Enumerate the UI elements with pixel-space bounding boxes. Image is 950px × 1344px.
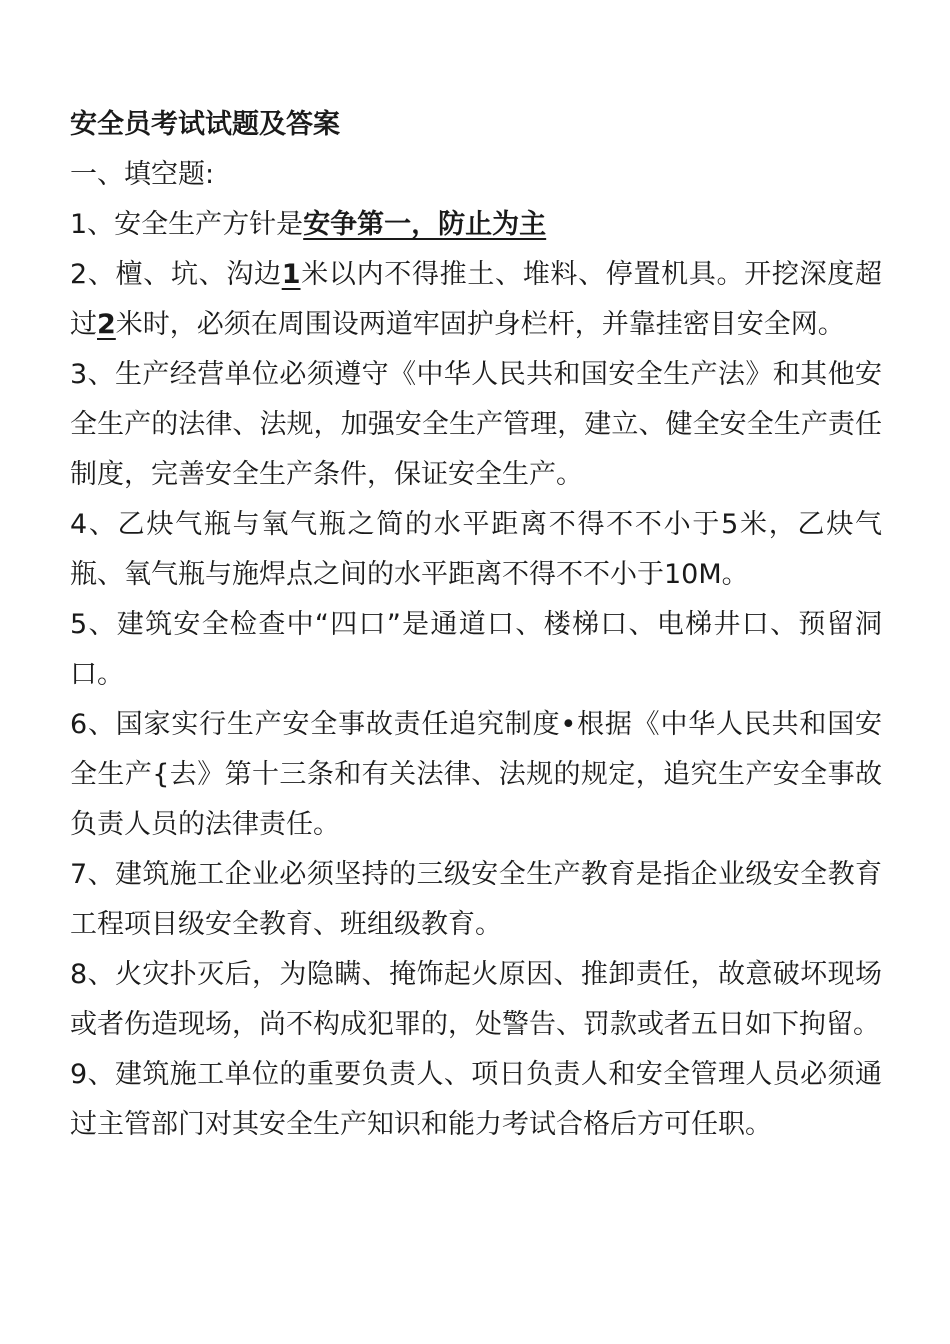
question-8: 8、火灾扑灭后，为隐瞒、掩饰起火原因、推卸责任，故意破坏现场或者伤造现场，尚不构成犯罪的，处警告、罚款或者五日如下拘留。 (70, 959, 882, 1040)
question-2-text-b: 米以内不得推土、堆料、停置机具。开挖深度超过 (70, 259, 882, 340)
question-2-answer-2: 2 (97, 309, 116, 340)
question-2 (70, 250, 882, 350)
question-9: 9、建筑施工单位的重要负责人、项日负责人和安全管理人员必须通过主管部门对其安全生产知识和能力考试合格后方可任职。 (70, 1059, 882, 1140)
question-1 (70, 200, 882, 250)
question-2-answer-1: 1 (281, 259, 301, 290)
question-3: 3、生产经营单位必须遵守《中华人民共和国安全生产法》和其他安全生产的法律、法规，加强安全生产管理，建立、健全安全生产责任制度，完善安全生产条件，保证安全生产。 (70, 359, 882, 490)
section-heading: 一、填空题: (70, 159, 215, 190)
question-6: 6、国家实行生产安全事故责任追究制度•根据《中华人民共和国安全生产{去》第十三条和有关法律、法规的规定，追究生产安全事故负责人员的法律责任。 (70, 709, 882, 840)
question-7: 7、建筑施工企业必须坚持的三级安全生产教育是指企业级安全教育工程项目级安全教育、班组级教育。 (70, 859, 882, 940)
document-title: 安全员考试试题及答案 (70, 109, 340, 140)
question-1-text: 1、安全生产方针是 (70, 209, 304, 240)
question-5: 5、建筑安全检查中“四口”是通道口、楼梯口、电梯井口、预留洞口。 (70, 609, 882, 690)
document-page (70, 100, 882, 1150)
question-4: 4、乙炔气瓶与氧气瓶之简的水平距离不得不不小于5米，乙炔气瓶、氧气瓶与施焊点之间的水平距离不得不不小于10M。 (70, 509, 882, 590)
question-1-answer: 安争第一，防止为主 (303, 209, 547, 240)
question-2-text-c: 米时，必须在周围设两道牢固护身栏杆，并靠挂密目安全网。 (115, 309, 845, 340)
question-2-text-a: 2、檀、坑、沟边 (70, 259, 282, 290)
